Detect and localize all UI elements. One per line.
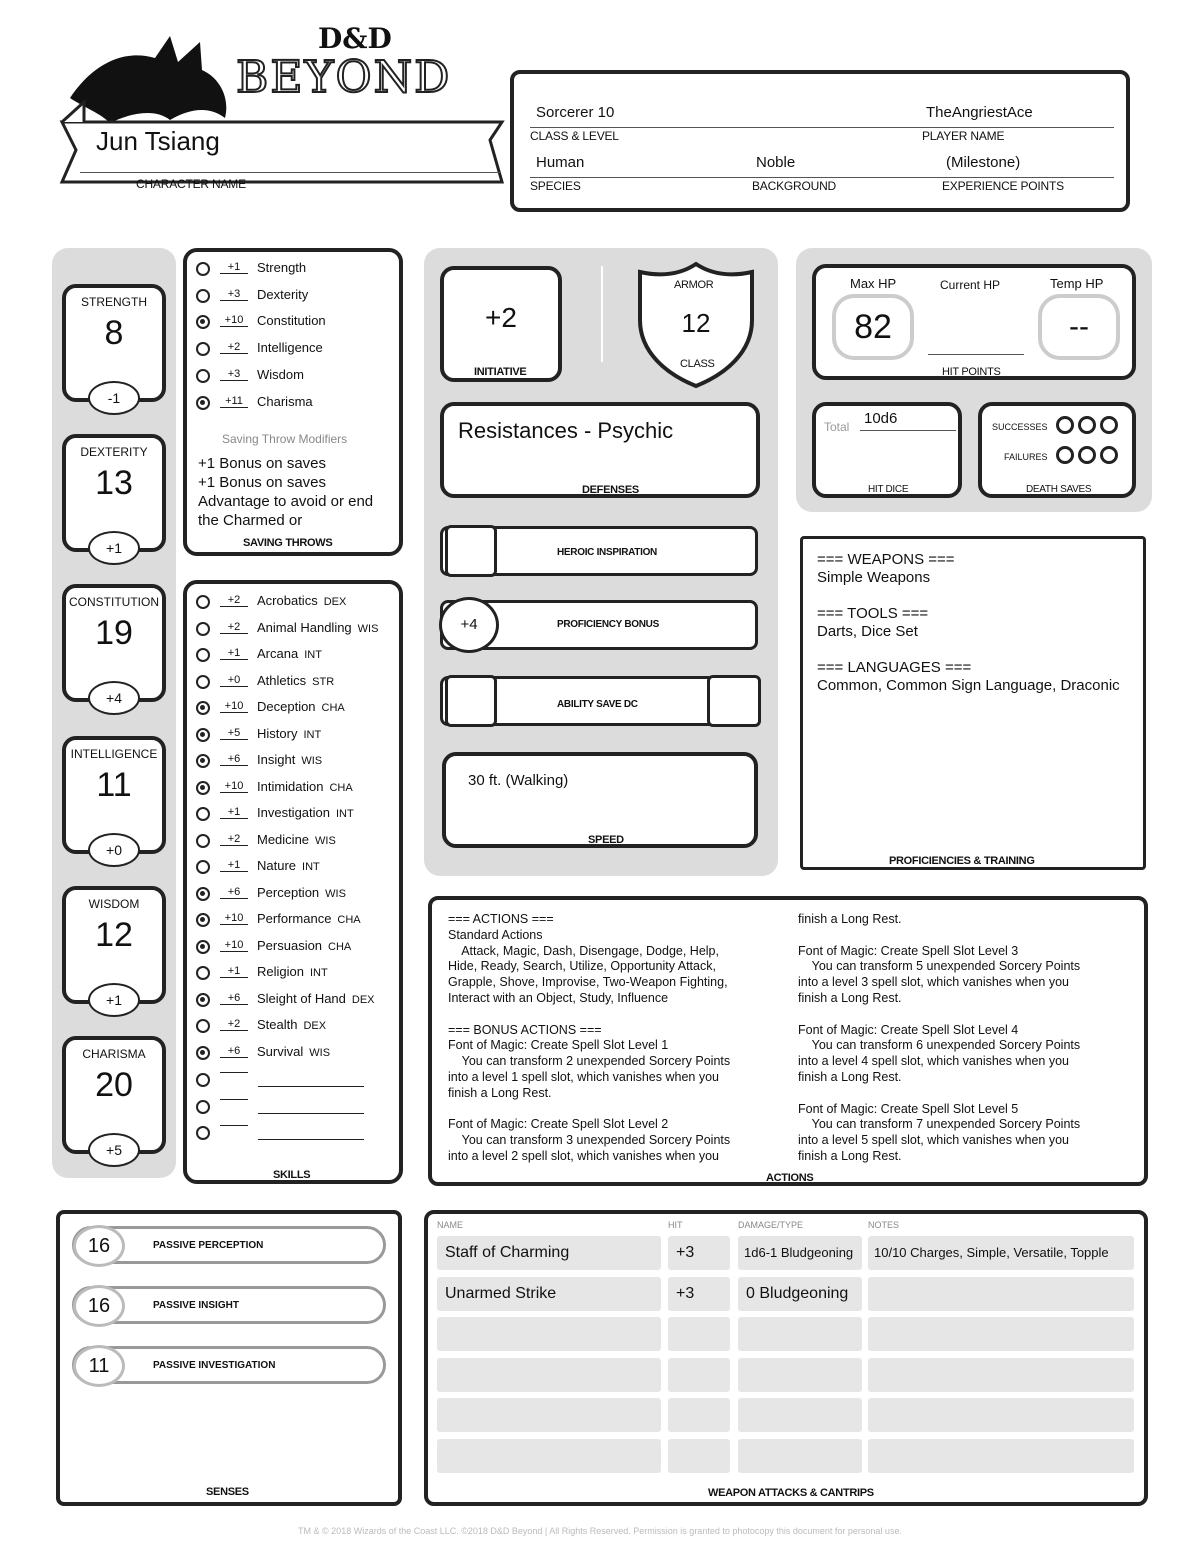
hit-dice-value[interactable]: 10d6: [864, 410, 898, 427]
ability-name: DEXTERITY: [80, 445, 148, 459]
proficiency-dot[interactable]: [196, 369, 210, 383]
proficiencies-box: [800, 536, 1146, 870]
proficiency-bonus: [440, 600, 758, 650]
proficiency-dot[interactable]: [196, 887, 210, 901]
save-bonus: +1: [220, 261, 248, 274]
weapon-cell[interactable]: [738, 1358, 862, 1392]
skill-name: Investigation: [257, 805, 330, 820]
save-name: Wisdom: [257, 366, 304, 382]
speed-value[interactable]: 30 ft. (Walking): [468, 772, 569, 789]
character-name[interactable]: Jun Tsiang: [96, 126, 220, 156]
action-line: You can transform 6 unexpended Sorcery Points: [798, 1038, 1081, 1053]
ability-save-dc: [440, 676, 758, 726]
action-line: === ACTIONS ===: [448, 912, 554, 926]
death-save-circle[interactable]: [1078, 446, 1096, 464]
proficiency-label: PROFICIENCY BONUS: [557, 619, 659, 630]
skill-name-group: [257, 938, 351, 953]
species[interactable]: Human: [536, 154, 585, 171]
ability-modifier: +0: [88, 833, 140, 867]
skill-bonus: +6: [220, 886, 248, 899]
skill-name: Performance: [257, 911, 332, 926]
skill-attribute: INT: [302, 861, 320, 873]
armor-top-label: ARMOR: [674, 279, 714, 291]
proficiency-dot[interactable]: [196, 595, 210, 609]
weapon-cell[interactable]: [668, 1398, 730, 1432]
proficiency-dot[interactable]: [196, 648, 210, 662]
class-level-label: CLASS & LEVEL: [530, 129, 619, 143]
skill-name-group: [257, 779, 353, 794]
action-line: Standard Actions: [448, 927, 543, 942]
action-line: into a level 5 spell slot, which vanishes when you: [798, 1133, 1069, 1148]
skill-blank-line: [258, 1086, 364, 1087]
ability-box-dexterity: [62, 434, 166, 556]
success-circles: [1056, 416, 1118, 434]
defenses-box: [440, 402, 760, 498]
skill-bonus: +10: [220, 912, 248, 925]
save-dc-left-box: [445, 675, 497, 727]
skill-name: Medicine: [257, 831, 310, 847]
skill-attribute: WIS: [357, 622, 379, 635]
ability-box-wisdom: [62, 886, 166, 1008]
ability-score[interactable]: 8: [104, 314, 124, 352]
experience[interactable]: (Milestone): [946, 154, 1021, 171]
action-line: Font of Magic: Create Spell Slot Level 2: [448, 1117, 669, 1132]
skill-name: Intimidation: [257, 778, 324, 794]
sense-value: 16: [73, 1285, 125, 1327]
weapon-cell[interactable]: [738, 1317, 862, 1351]
skill-name-group: [257, 885, 346, 900]
heroic-inspiration-checkbox[interactable]: [445, 525, 497, 577]
skill-name: Insight: [257, 752, 296, 767]
proficiency-line: Common, Common Sign Language, Draconic: [817, 677, 1120, 694]
skill-name-group: [257, 699, 345, 714]
max-hp-value: 82: [832, 294, 914, 360]
sense-passive-investigation: [72, 1346, 386, 1384]
skill-bonus[interactable]: [220, 1072, 248, 1073]
weapon-header: HIT: [668, 1220, 683, 1230]
actions-column-1: [448, 912, 730, 1165]
failures-label: FAILURES: [1004, 452, 1048, 462]
action-line: Font of Magic: Create Spell Slot Level 5: [798, 1101, 1019, 1116]
death-saves-box: [978, 402, 1136, 498]
death-save-circle[interactable]: [1056, 446, 1074, 464]
skill-attribute: DEX: [351, 993, 375, 1006]
save-dc-label: ABILITY SAVE DC: [557, 699, 638, 710]
action-line: You can transform 3 unexpended Sorcery Points: [448, 1133, 731, 1148]
weapon-cell[interactable]: +3: [668, 1277, 730, 1311]
heroic-inspiration-label: HEROIC INSPIRATION: [557, 547, 657, 558]
weapon-cell[interactable]: [668, 1358, 730, 1392]
proficiency-dot[interactable]: [196, 1126, 210, 1140]
ability-score[interactable]: 12: [95, 916, 133, 954]
skill-name-group: [257, 964, 328, 979]
initiative-label: INITIATIVE: [474, 366, 527, 378]
skill-attribute: CHA: [321, 702, 345, 714]
skills-label: SKILLS: [273, 1169, 311, 1181]
skill-bonus: +2: [220, 1018, 248, 1031]
ability-name: CONSTITUTION: [69, 595, 159, 609]
action-line: Hide, Ready, Search, Utilize, Opportunity Attack,: [448, 959, 716, 974]
ability-modifier: -1: [88, 381, 140, 415]
temp-hp-value[interactable]: --: [1038, 294, 1120, 360]
skill-name: Deception: [257, 699, 316, 714]
weapon-cell[interactable]: [437, 1317, 661, 1351]
proficiency-dot[interactable]: [196, 860, 210, 874]
skill-name-group: [257, 752, 322, 767]
failure-circles: [1056, 446, 1118, 464]
proficiency-dot[interactable]: [196, 262, 210, 276]
skill-attribute: CHA: [337, 914, 361, 926]
weapon-header: NAME: [437, 1220, 464, 1230]
proficiency-dot[interactable]: [196, 1046, 210, 1060]
successes-label: SUCCESSES: [992, 422, 1048, 432]
action-line: Attack, Magic, Dash, Disengage, Dodge, Help,: [448, 943, 719, 958]
weapons-label: WEAPON ATTACKS & CANTRIPS: [708, 1487, 874, 1499]
armor-bottom-label: CLASS: [680, 358, 715, 370]
ability-modifier: +5: [88, 1133, 140, 1167]
ability-name: STRENGTH: [81, 295, 147, 309]
armor-class-value[interactable]: 12: [681, 308, 711, 338]
heroic-inspiration[interactable]: [440, 526, 758, 576]
skill-attribute: WIS: [315, 834, 336, 847]
action-line: into a level 1 spell slot, which vanishes when you: [448, 1069, 719, 1084]
sense-name: PASSIVE INSIGHT: [153, 1300, 239, 1311]
ability-name: INTELLIGENCE: [70, 747, 158, 761]
ability-box-strength: [62, 284, 166, 406]
skill-attribute: WIS: [309, 1046, 331, 1059]
action-line: into a level 3 spell slot, which vanishes when you: [798, 975, 1069, 990]
proficiency-line: === LANGUAGES ===: [817, 659, 972, 676]
save-bonus: +11: [220, 395, 248, 408]
action-line: Grapple, Shove, Improvise, Two-Weapon Fighting,: [448, 975, 728, 990]
action-line: === BONUS ACTIONS ===: [448, 1022, 602, 1037]
save-note: Advantage to avoid or end: [198, 493, 374, 510]
proficiency-line: [817, 587, 1120, 605]
proficiency-dot[interactable]: [196, 342, 210, 356]
defenses-label: DEFENSES: [582, 484, 639, 496]
skill-attribute: WIS: [325, 887, 346, 900]
skill-bonus: +6: [220, 992, 248, 1005]
save-name: Constitution: [257, 313, 326, 329]
defenses-value[interactable]: Resistances - Psychic: [458, 418, 674, 443]
ability-modifier: +1: [88, 531, 140, 565]
experience-label: EXPERIENCE POINTS: [942, 179, 1064, 193]
ability-score[interactable]: 11: [96, 766, 132, 804]
action-line: [798, 1007, 1080, 1023]
sense-passive-perception: [72, 1226, 386, 1264]
actions-label: ACTIONS: [766, 1172, 814, 1184]
skill-bonus: +5: [220, 727, 248, 740]
skill-name: Stealth: [257, 1017, 298, 1032]
ability-score[interactable]: 13: [95, 464, 133, 502]
skill-name-group: [257, 673, 334, 688]
proficiency-dot[interactable]: [196, 675, 210, 689]
skill-attribute: CHA: [328, 940, 352, 953]
skill-attribute: INT: [309, 967, 328, 979]
ability-name: CHARISMA: [82, 1047, 146, 1061]
skill-name: Animal Handling: [257, 619, 352, 635]
weapon-cell[interactable]: Unarmed Strike: [437, 1277, 661, 1311]
proficiency-dot[interactable]: [196, 1019, 210, 1033]
skill-name: Perception: [257, 884, 320, 900]
save-name: Charisma: [257, 393, 313, 409]
saving-throws-label: SAVING THROWS: [243, 537, 333, 549]
action-line: finish a Long Rest.: [448, 1085, 552, 1100]
skill-bonus: +1: [220, 806, 248, 819]
player-name-label: PLAYER NAME: [922, 129, 1005, 143]
temp-hp-label: Temp HP: [1050, 276, 1104, 291]
weapon-cell[interactable]: [868, 1358, 1134, 1392]
hit-dice-box: [812, 402, 962, 498]
ability-modifier: +1: [88, 983, 140, 1017]
skill-name-group: [257, 593, 346, 608]
proficiency-dot[interactable]: [196, 940, 210, 954]
action-line: finish a Long Rest.: [798, 990, 902, 1005]
skill-bonus: +1: [220, 859, 248, 872]
skill-blank-line: [258, 1139, 364, 1140]
weapon-cell[interactable]: 0 Bludgeoning: [738, 1277, 862, 1311]
max-hp-label: Max HP: [850, 276, 897, 291]
proficiencies-label: PROFICIENCIES & TRAINING: [889, 855, 1035, 867]
skill-attribute: CHA: [329, 781, 353, 794]
senses-label: SENSES: [206, 1486, 249, 1498]
skill-name-group: [257, 832, 336, 847]
ability-name: WISDOM: [88, 897, 140, 911]
skill-bonus: +10: [220, 700, 248, 713]
action-line: [448, 1007, 730, 1023]
save-name: Intelligence: [257, 340, 323, 356]
sense-value: 16: [73, 1225, 125, 1267]
sense-passive-insight: [72, 1286, 386, 1324]
weapon-cell[interactable]: [668, 1317, 730, 1351]
player-name[interactable]: TheAngriestAce: [926, 104, 1033, 121]
skill-name-group: [257, 726, 321, 741]
proficiency-dot[interactable]: [196, 913, 210, 927]
brand-main: BEYOND: [236, 52, 452, 103]
hit-dice-label: HIT DICE: [868, 484, 909, 495]
action-line: [798, 1086, 1080, 1102]
skill-bonus: +2: [220, 621, 248, 634]
speed-label: SPEED: [588, 834, 624, 846]
weapon-cell[interactable]: [868, 1317, 1134, 1351]
weapon-cell[interactable]: [437, 1439, 661, 1473]
skill-bonus: +10: [220, 939, 248, 952]
save-note: +1 Bonus on saves: [198, 455, 327, 472]
save-name: Dexterity: [257, 286, 309, 302]
weapon-cell[interactable]: 1d6-1 Bludgeoning: [738, 1236, 862, 1270]
weapon-cell[interactable]: [868, 1398, 1134, 1432]
weapon-cell[interactable]: [437, 1398, 661, 1432]
skill-name: Nature: [257, 858, 297, 873]
skill-name-group: [257, 646, 322, 661]
proficiency-dot[interactable]: [196, 1100, 210, 1114]
weapon-cell[interactable]: 10/10 Charges, Simple, Versatile, Topple: [868, 1236, 1134, 1270]
action-line: [798, 928, 1080, 944]
hit-points-label: HIT POINTS: [942, 366, 1001, 378]
proficiency-dot[interactable]: [196, 966, 210, 980]
skill-name-group: [257, 1044, 330, 1059]
initiative-box: [440, 266, 562, 382]
skill-name: Survival: [257, 1043, 304, 1059]
skill-bonus: +1: [220, 965, 248, 978]
sense-name: PASSIVE PERCEPTION: [153, 1240, 264, 1251]
ability-modifier: +4: [88, 681, 140, 715]
proficiency-dot[interactable]: [196, 807, 210, 821]
divider: [601, 266, 603, 362]
save-note: the Charmed or: [198, 512, 303, 529]
weapon-cell[interactable]: [868, 1439, 1134, 1473]
weapon-cell[interactable]: [437, 1358, 661, 1392]
proficiency-dot[interactable]: [196, 834, 210, 848]
skill-bonus: +10: [220, 780, 248, 793]
actions-box: [428, 896, 1148, 1186]
ability-box-charisma: [62, 1036, 166, 1158]
save-name: Strength: [257, 260, 307, 275]
skill-name-group: [257, 620, 378, 635]
proficiency-dot[interactable]: [196, 781, 210, 795]
skill-name: History: [257, 725, 298, 741]
action-line: finish a Long Rest.: [798, 1148, 902, 1163]
proficiency-dot[interactable]: [196, 622, 210, 636]
skill-bonus: +1: [220, 647, 248, 660]
brand-top: D&D: [318, 22, 392, 55]
speed-box: [442, 752, 758, 848]
weapon-cell[interactable]: [738, 1439, 862, 1473]
background[interactable]: Noble: [756, 154, 796, 171]
weapon-header: DAMAGE/TYPE: [738, 1220, 804, 1230]
skill-bonus: +0: [220, 674, 248, 687]
action-line: finish a Long Rest.: [798, 912, 902, 926]
action-line: You can transform 5 unexpended Sorcery Points: [798, 959, 1081, 974]
ability-score[interactable]: 20: [95, 1066, 133, 1104]
skill-bonus[interactable]: [220, 1099, 248, 1100]
ability-score[interactable]: 19: [95, 614, 133, 652]
skill-name-group: [257, 911, 361, 926]
action-line: Font of Magic: Create Spell Slot Level 3: [798, 943, 1019, 958]
skill-name-group: [257, 1017, 326, 1032]
save-bonus: +10: [220, 314, 248, 327]
weapon-cell[interactable]: [668, 1439, 730, 1473]
save-bonus: +2: [220, 341, 248, 354]
save-modifiers-title: Saving Throw Modifiers: [222, 432, 348, 446]
skill-name: Religion: [257, 964, 304, 979]
action-line: Interact with an Object, Study, Influence: [448, 990, 669, 1005]
skill-name: Persuasion: [257, 937, 323, 953]
skill-bonus: +6: [220, 753, 248, 766]
proficiency-line: [817, 641, 1120, 659]
action-line: finish a Long Rest.: [798, 1069, 902, 1084]
skill-attribute: INT: [336, 808, 354, 820]
skill-bonus: +6: [220, 1045, 248, 1058]
weapon-header: NOTES: [868, 1220, 900, 1230]
action-line: Font of Magic: Create Spell Slot Level 1: [448, 1038, 669, 1053]
proficiency-line: === TOOLS ===: [817, 605, 929, 622]
death-save-circle[interactable]: [1056, 416, 1074, 434]
skills-panel: [183, 580, 403, 1184]
proficiency-dot[interactable]: [196, 701, 210, 715]
proficiency-dot[interactable]: [196, 993, 210, 1007]
skill-attribute: DEX: [323, 596, 347, 608]
skill-attribute: DEX: [303, 1020, 327, 1032]
weapon-cell[interactable]: Staff of Charming: [437, 1236, 661, 1270]
proficiency-dot[interactable]: [196, 289, 210, 303]
weapon-cell[interactable]: [738, 1398, 862, 1432]
sense-value: 11: [73, 1345, 125, 1387]
weapon-cell[interactable]: [868, 1277, 1134, 1311]
proficiency-dot[interactable]: [196, 1073, 210, 1087]
save-bonus: +3: [220, 368, 248, 381]
save-note: +1 Bonus on saves: [198, 474, 327, 491]
save-dc-right-box: [707, 675, 761, 727]
action-line: Font of Magic: Create Spell Slot Level 4: [798, 1022, 1019, 1037]
ability-box-intelligence: [62, 736, 166, 858]
death-save-circle[interactable]: [1100, 446, 1118, 464]
proficiency-dot[interactable]: [196, 728, 210, 742]
skill-name: Sleight of Hand: [257, 990, 346, 1006]
action-line: into a level 2 spell slot, which vanishes when you: [448, 1148, 719, 1163]
proficiency-value: +4: [439, 597, 499, 653]
action-line: [448, 1102, 730, 1118]
skill-name-group: [257, 805, 354, 820]
initiative-value[interactable]: +2: [485, 302, 517, 333]
skill-name: Athletics: [257, 672, 307, 688]
proficiency-dot[interactable]: [196, 754, 210, 768]
proficiency-line: === WEAPONS ===: [817, 551, 955, 568]
death-save-circle[interactable]: [1100, 416, 1118, 434]
ability-box-constitution: [62, 584, 166, 706]
background-label: BACKGROUND: [752, 179, 837, 193]
hit-points-box: [812, 264, 1136, 380]
weapon-cell[interactable]: +3: [668, 1236, 730, 1270]
current-hp-label: Current HP: [940, 278, 1001, 292]
actions-column-2: [798, 912, 1080, 1165]
character-name-label: CHARACTER NAME: [136, 177, 246, 191]
info-box: [510, 70, 1130, 212]
proficiency-line: Darts, Dice Set: [817, 623, 918, 640]
hit-dice-total-label: Total: [824, 420, 850, 434]
footer-copyright: TM & © 2018 Wizards of the Coast LLC. ©2018 D&D Beyond | All Rights Reserved. Permission is granted to photocopy this document for personal use.: [298, 1526, 902, 1536]
death-save-circle[interactable]: [1078, 416, 1096, 434]
skill-blank-line: [258, 1113, 364, 1114]
proficiency-dot[interactable]: [196, 396, 210, 410]
species-label: SPECIES: [530, 179, 581, 193]
skill-attribute: INT: [304, 649, 322, 661]
action-line: You can transform 7 unexpended Sorcery Points: [798, 1117, 1081, 1132]
skill-name-group: [257, 991, 375, 1006]
skill-name: Arcana: [257, 646, 299, 661]
skill-attribute: WIS: [301, 755, 323, 767]
action-line: You can transform 2 unexpended Sorcery Points: [448, 1054, 731, 1069]
skill-name: Acrobatics: [257, 593, 318, 608]
skill-bonus[interactable]: [220, 1125, 248, 1126]
skill-attribute: STR: [312, 675, 335, 688]
skill-attribute: INT: [303, 728, 322, 741]
class-level[interactable]: Sorcerer 10: [536, 104, 615, 121]
skill-name-group: [257, 858, 320, 873]
action-line: into a level 4 spell slot, which vanishes when you: [798, 1054, 1069, 1069]
skill-bonus: +2: [220, 833, 248, 846]
skill-bonus: +2: [220, 594, 248, 607]
sense-name: PASSIVE INVESTIGATION: [153, 1360, 276, 1371]
proficiencies-text: [817, 551, 1120, 695]
death-saves-label: DEATH SAVES: [1026, 484, 1092, 495]
proficiency-line: Simple Weapons: [817, 569, 931, 586]
save-modifiers-notes: [198, 454, 373, 530]
save-bonus: +3: [220, 288, 248, 301]
